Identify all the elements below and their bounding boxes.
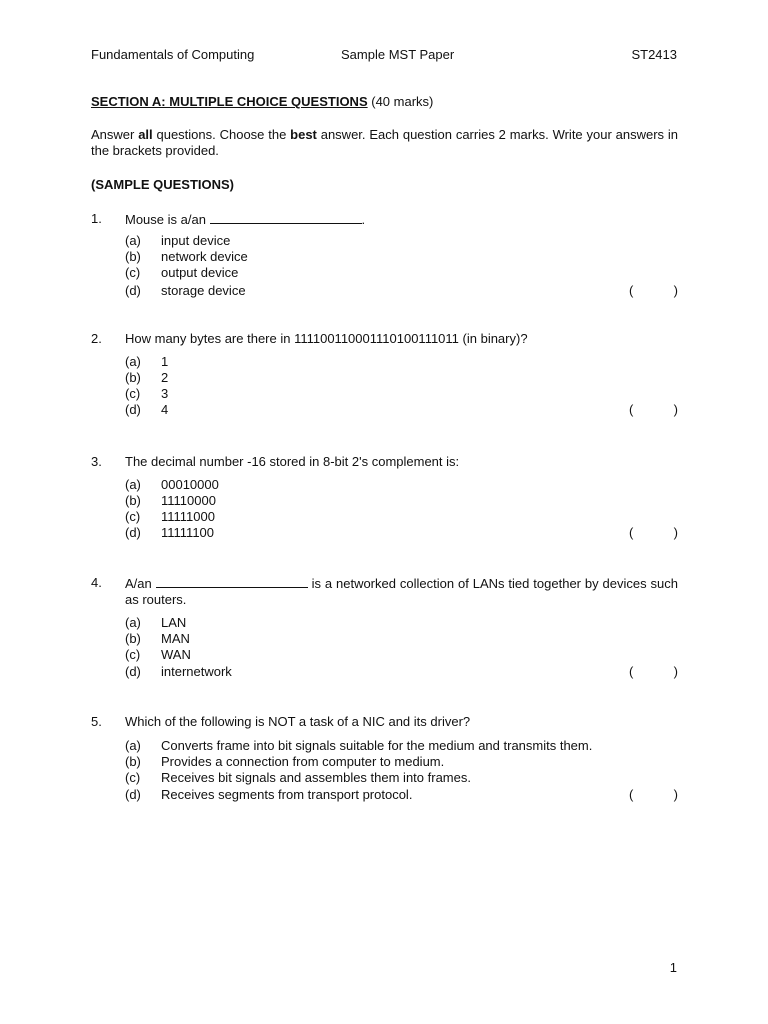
bracket-close: )	[673, 664, 678, 679]
option-a	[125, 738, 678, 754]
option-label: (a)	[125, 738, 141, 753]
option-label: (c)	[125, 386, 141, 401]
option-text: 3	[161, 386, 169, 401]
course-title: Fundamentals of Computing	[91, 47, 255, 62]
question-number: 1.	[91, 211, 102, 226]
options-list	[125, 477, 678, 541]
section-marks: (40 marks)	[371, 94, 434, 109]
option-text: WAN	[161, 647, 191, 662]
option-text: 1	[161, 354, 169, 369]
option-c	[125, 386, 678, 402]
option-text: 11110000	[161, 493, 216, 508]
answer-bracket[interactable]	[629, 525, 678, 541]
option-text: input device	[161, 233, 231, 248]
options-list	[125, 615, 678, 680]
question-text-after: .	[361, 212, 366, 227]
option-c	[125, 770, 678, 786]
option-b	[125, 754, 678, 770]
instructions-part-2: questions. Choose the	[152, 127, 291, 142]
bracket-open: (	[629, 283, 634, 298]
option-label: (b)	[125, 631, 141, 646]
option-text: LAN	[161, 615, 187, 630]
question-text-before: Mouse is a/an	[125, 212, 210, 227]
bracket-open: (	[629, 664, 634, 679]
option-text: 11111100	[161, 525, 215, 540]
option-label: (d)	[125, 402, 141, 417]
question-text: How many bytes are there in 111100110001110100111011 (in binary)?	[125, 331, 528, 346]
page-number: 1	[669, 960, 677, 975]
answer-bracket[interactable]	[629, 787, 678, 803]
bracket-open: (	[629, 525, 634, 540]
instructions-bold-all: all	[138, 127, 153, 142]
option-text: Converts frame into bit signals suitable for the medium and transmits them.	[161, 738, 593, 753]
option-label: (a)	[125, 233, 141, 248]
sample-questions-label: (SAMPLE QUESTIONS)	[91, 177, 235, 192]
question-text: Which of the following is NOT a task of a NIC and its driver?	[125, 714, 471, 729]
instructions-part-1: Answer	[91, 127, 139, 142]
page-header	[91, 47, 677, 63]
question-text: The decimal number -16 stored in 8-bit 2's complement is:	[125, 454, 460, 469]
option-label: (c)	[125, 647, 141, 662]
course-code: ST2413	[631, 47, 677, 62]
answer-bracket[interactable]	[629, 402, 678, 418]
option-text: 00010000	[161, 477, 219, 492]
option-label: (b)	[125, 370, 141, 385]
option-text: 11111000	[161, 509, 215, 524]
option-label: (c)	[125, 265, 141, 280]
instructions-part-3: answer. Each question carries 2 marks. Write your answers in the brackets provided.	[91, 127, 678, 158]
answer-bracket[interactable]	[629, 283, 678, 299]
option-d	[125, 664, 678, 680]
section-heading	[91, 94, 433, 110]
question-text-after: is a networked collection of LANs tied together by devices such as routers.	[125, 576, 678, 607]
section-title: SECTION A: MULTIPLE CHOICE QUESTIONS	[91, 94, 368, 109]
option-b	[125, 249, 678, 265]
question-number: 3.	[91, 454, 102, 469]
option-c	[125, 509, 678, 525]
bracket-close: )	[673, 787, 678, 802]
option-label: (a)	[125, 477, 141, 492]
option-label: (d)	[125, 787, 141, 802]
option-c	[125, 647, 678, 663]
option-label: (b)	[125, 754, 141, 769]
bracket-close: )	[673, 402, 678, 417]
option-c	[125, 265, 678, 281]
question-number: 4.	[91, 575, 102, 590]
option-a	[125, 354, 678, 370]
option-label: (a)	[125, 354, 141, 369]
option-label: (d)	[125, 283, 141, 298]
options-list	[125, 233, 678, 299]
instructions	[91, 127, 678, 159]
option-label: (c)	[125, 509, 141, 524]
option-label: (b)	[125, 249, 141, 264]
question-number: 2.	[91, 331, 102, 346]
answer-blank	[210, 211, 362, 224]
option-b	[125, 370, 678, 386]
option-d	[125, 787, 678, 803]
option-text: storage device	[161, 283, 246, 298]
bracket-close: )	[673, 283, 678, 298]
option-text: output device	[161, 265, 239, 280]
option-text: Receives segments from transport protocol.	[161, 787, 413, 802]
option-text: 4	[161, 402, 169, 417]
instructions-bold-best: best	[290, 127, 317, 142]
option-text: network device	[161, 249, 248, 264]
question-text	[125, 575, 678, 608]
option-d	[125, 402, 678, 418]
answer-bracket[interactable]	[629, 664, 678, 680]
question-text	[125, 211, 678, 228]
paper-title: Sample MST Paper	[341, 47, 455, 62]
bracket-close: )	[673, 525, 678, 540]
answer-blank	[156, 575, 308, 588]
bracket-open: (	[629, 402, 634, 417]
option-text: Provides a connection from computer to medium.	[161, 754, 445, 769]
option-label: (d)	[125, 525, 141, 540]
option-b	[125, 631, 678, 647]
option-text: MAN	[161, 631, 190, 646]
option-a	[125, 615, 678, 631]
option-a	[125, 477, 678, 493]
option-text: internetwork	[161, 664, 232, 679]
option-label: (d)	[125, 664, 141, 679]
option-b	[125, 493, 678, 509]
options-list	[125, 354, 678, 418]
option-d	[125, 283, 678, 299]
question-number: 5.	[91, 714, 102, 729]
option-a	[125, 233, 678, 249]
option-label: (b)	[125, 493, 141, 508]
bracket-open: (	[629, 787, 634, 802]
question-text-before: A/an	[125, 576, 156, 591]
options-list	[125, 738, 678, 803]
option-d	[125, 525, 678, 541]
option-text: Receives bit signals and assembles them into frames.	[161, 770, 471, 785]
option-label: (c)	[125, 770, 141, 785]
option-text: 2	[161, 370, 169, 385]
option-label: (a)	[125, 615, 141, 630]
